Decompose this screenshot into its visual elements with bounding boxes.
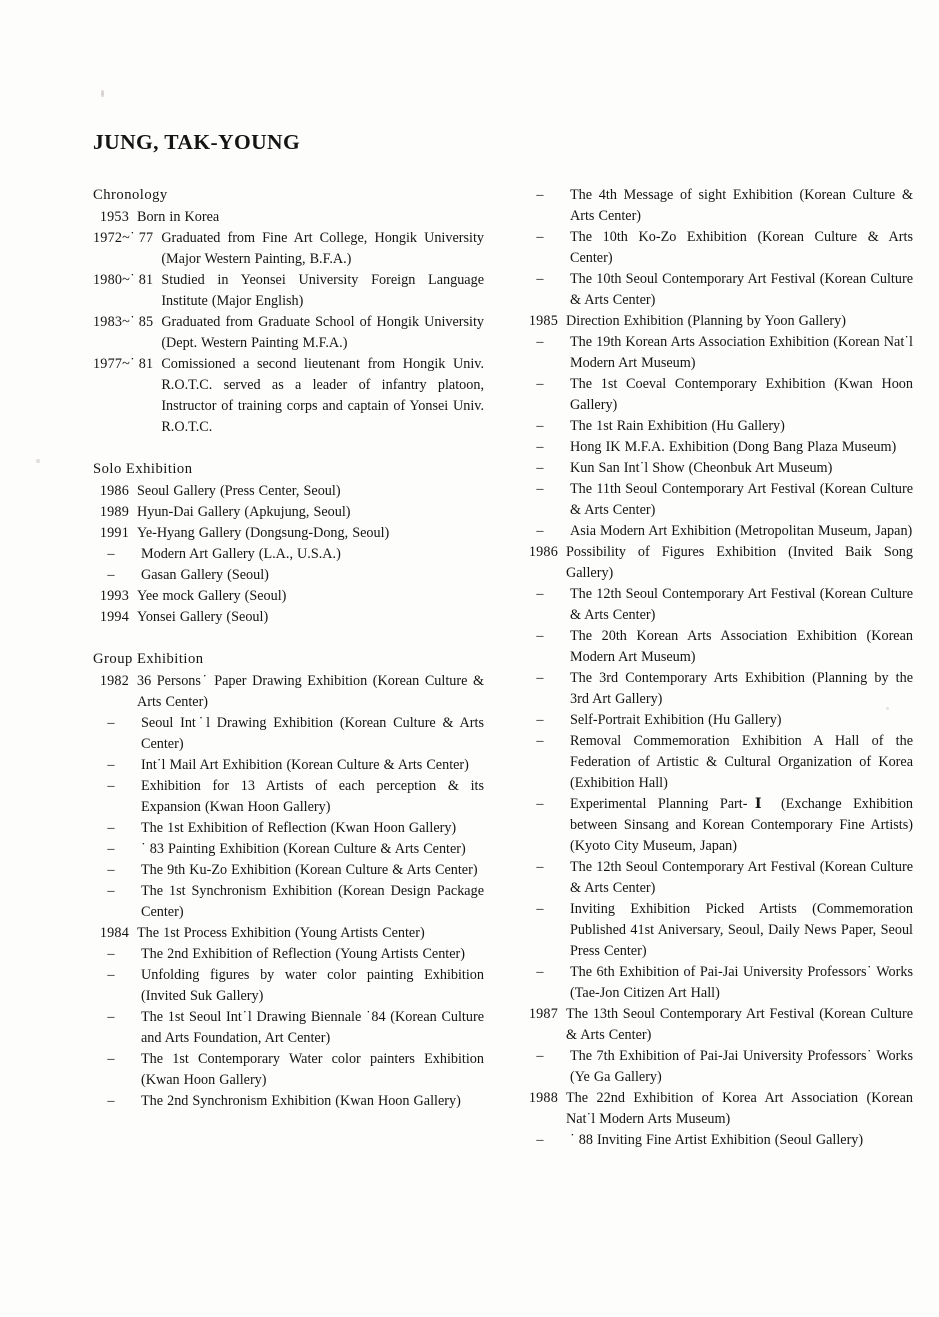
chronology-entry [522, 479, 913, 521]
entry-year-marker: 1984 [99, 925, 129, 941]
entry-text: The 2nd Synchronism Exhibition (Kwan Hoon Gallery) [141, 1093, 461, 1109]
entry-dash-marker: – [107, 567, 115, 583]
chronology-entry [93, 312, 484, 354]
entry-text: 36 Persons˙ Paper Drawing Exhibition (Korean Culture & Arts Center) [137, 673, 484, 710]
chronology-entry [93, 228, 484, 270]
chronology-entry [522, 416, 913, 437]
section-heading: Group Exhibition [93, 651, 204, 667]
entry-dash-marker: – [536, 334, 544, 350]
entry-year-marker: 1987 [528, 1006, 558, 1022]
entry-text: The 1st Rain Exhibition (Hu Gallery) [570, 418, 785, 434]
entry-text: The 1st Exhibition of Reflection (Kwan Hoon Gallery) [141, 820, 457, 836]
entry-dash-marker: – [536, 271, 544, 287]
entry-dash-marker: – [536, 187, 544, 203]
chronology-entry [522, 437, 913, 458]
entry-year-marker: 1994 [99, 609, 129, 625]
entry-year-marker: 1953 [99, 209, 129, 225]
entry-dash-marker: – [107, 1051, 115, 1067]
roman-numeral-one: Ⅰ [747, 796, 770, 812]
entry-year-marker: 1986 [99, 483, 129, 499]
entry-text: Possibility of Figures Exhibition (Invited Baik Song Gallery) [566, 544, 913, 581]
right-column [522, 185, 913, 1151]
chronology-entry [522, 1088, 913, 1130]
entry-text: Int˙l Mail Art Exhibition (Korean Culture & Arts Center) [141, 757, 469, 773]
entry-dash-marker: – [536, 586, 544, 602]
chronology-entry [93, 270, 484, 312]
chronology-entry [93, 481, 484, 502]
entry-text: The 3rd Contemporary Arts Exhibition (Planning by the 3rd Art Gallery) [570, 670, 913, 707]
entry-text: The 4th Message of sight Exhibition (Korean Culture & Arts Center) [570, 187, 913, 224]
entry-text: ˙ 88 Inviting Fine Artist Exhibition (Seoul Gallery) [570, 1132, 864, 1148]
entry-dash-marker: – [107, 820, 115, 836]
chronology-entry [93, 544, 484, 565]
chronology-entry [93, 860, 484, 881]
entry-text: Hong IK M.F.A. Exhibition (Dong Bang Plaza Museum) [570, 439, 897, 455]
entry-text: Ye-Hyang Gallery (Dongsung-Dong, Seoul) [137, 525, 390, 541]
entry-dash-marker: – [536, 523, 544, 539]
chronology-entry [93, 502, 484, 523]
entry-dash-marker: – [536, 733, 544, 749]
scan-speck [101, 90, 104, 97]
entry-text: The 1st Coeval Contemporary Exhibition (Kwan Hoon Gallery) [570, 376, 913, 413]
entry-text: The 1st Synchronism Exhibition (Korean Design Package Center) [141, 883, 484, 920]
entry-dash-marker: – [536, 439, 544, 455]
chronology-entry [522, 332, 913, 374]
entry-dash-marker: – [536, 670, 544, 686]
entry-text: Exhibition for 13 Artists of each perception & its Expansion (Kwan Hoon Gallery) [141, 778, 484, 815]
entry-text: Born in Korea [137, 209, 220, 225]
chronology-entry [522, 962, 913, 1004]
entry-dash-marker: – [107, 967, 115, 983]
chronology-entry [522, 731, 913, 794]
chronology-entry [93, 923, 484, 944]
entry-text: The 7th Exhibition of Pai-Jai University Professors˙ Works (Ye Ga Gallery) [570, 1048, 913, 1085]
entry-dash-marker: – [107, 946, 115, 962]
chronology-entry [522, 374, 913, 416]
chronology-entry [93, 586, 484, 607]
chronology-entry [522, 1004, 913, 1046]
entry-text: Graduated from Graduate School of Hongik University (Dept. Western Painting M.F.A.) [161, 314, 484, 351]
entry-dash-marker: – [536, 859, 544, 875]
chronology-entry [93, 944, 484, 965]
chronology-entry [93, 1091, 484, 1112]
chronology-entry [93, 207, 484, 228]
entry-dash-marker: – [107, 862, 115, 878]
chronology-entry [93, 776, 484, 818]
entry-text: The 20th Korean Arts Association Exhibition (Korean Modern Art Museum) [570, 628, 913, 665]
entry-text: The 19th Korean Arts Association Exhibition (Korean Nat˙l Modern Art Museum) [570, 334, 913, 371]
chronology-entry [93, 818, 484, 839]
entry-year-marker: 1988 [528, 1090, 558, 1106]
entry-dash-marker: – [536, 481, 544, 497]
chronology-entry [93, 671, 484, 713]
chronology-entry [93, 565, 484, 586]
entry-dash-marker: – [536, 712, 544, 728]
entry-dash-marker: – [536, 460, 544, 476]
chronology-entry [522, 269, 913, 311]
chronology-entry [93, 965, 484, 1007]
entry-year-marker: 1986 [528, 544, 558, 560]
entry-dash-marker: – [107, 778, 115, 794]
entry-dash-marker: – [536, 229, 544, 245]
entry-text: Kun San Int˙l Show (Cheonbuk Art Museum) [570, 460, 833, 476]
entry-dash-marker: – [536, 1132, 544, 1148]
chronology-entry [522, 227, 913, 269]
chronology-entry [522, 710, 913, 731]
entry-dash-marker: – [107, 715, 115, 731]
entry-year-marker: 1985 [528, 313, 558, 329]
entry-year-marker: 1993 [99, 588, 129, 604]
chronology-entry [522, 1130, 913, 1151]
entry-text: The 1st Contemporary Water color painters Exhibition (Kwan Hoon Gallery) [141, 1051, 484, 1088]
entry-dash-marker: – [536, 376, 544, 392]
chronology-entry [93, 1007, 484, 1049]
scan-speck [36, 459, 40, 463]
entry-dash-marker: – [536, 418, 544, 434]
entry-year-marker: 1972~˙ 77 [93, 230, 154, 246]
entry-text: The 1st Seoul Int˙l Drawing Biennale ˙84 (Korean Culture and Arts Foundation, Art Center) [141, 1009, 484, 1046]
entry-year-marker: 1991 [99, 525, 129, 541]
entry-text: Asia Modern Art Exhibition (Metropolitan Museum, Japan) [570, 523, 913, 539]
entry-text: Experimental Planning Part-Ⅰ (Exchange Exhibition between Sinsang and Korean Contemporary Fine Artists) (Kyoto City Museum, Japan) [570, 796, 914, 854]
entry-dash-marker: – [536, 796, 544, 812]
entry-dash-marker: – [107, 757, 115, 773]
chronology-entry [93, 881, 484, 923]
chronology-entry [522, 458, 913, 479]
chronology-entry [522, 899, 913, 962]
entry-dash-marker: – [107, 1009, 115, 1025]
entry-text: Seoul Gallery (Press Center, Seoul) [137, 483, 341, 499]
entry-year-marker: 1977~˙ 81 [93, 356, 154, 372]
chronology-entry [93, 523, 484, 544]
section-heading: Chronology [93, 187, 168, 203]
chronology-entry [522, 1046, 913, 1088]
chronology-entry [522, 626, 913, 668]
chronology-entry [522, 668, 913, 710]
chronology-entry [93, 607, 484, 628]
entry-text: The 2nd Exhibition of Reflection (Young Artists Center) [141, 946, 465, 962]
entry-text: The 10th Seoul Contemporary Art Festival (Korean Culture & Arts Center) [570, 271, 913, 308]
entry-year-marker: 1980~˙ 81 [93, 272, 154, 288]
entry-dash-marker: – [107, 1093, 115, 1109]
entry-text: Modern Art Gallery (L.A., U.S.A.) [141, 546, 341, 562]
chronology-entry [93, 354, 484, 438]
chronology-entry [93, 839, 484, 860]
entry-year-marker: 1982 [99, 673, 129, 689]
entry-text: Gasan Gallery (Seoul) [141, 567, 269, 583]
entry-text: The 12th Seoul Contemporary Art Festival (Korean Culture & Arts Center) [570, 859, 913, 896]
chronology-entry [522, 521, 913, 542]
chronology-entry [93, 1049, 484, 1091]
entry-text: The 10th Ko-Zo Exhibition (Korean Culture & Arts Center) [570, 229, 913, 266]
entry-text: The 9th Ku-Zo Exhibition (Korean Culture & Arts Center) [141, 862, 478, 878]
entry-text: Unfolding figures by water color painting Exhibition (Invited Suk Gallery) [141, 967, 484, 1004]
entry-dash-marker: – [107, 883, 115, 899]
entry-text: Hyun-Dai Gallery (Apkujung, Seoul) [137, 504, 351, 520]
entry-year-marker: 1989 [99, 504, 129, 520]
entry-text: The 6th Exhibition of Pai-Jai University Professors˙ Works (Tae-Jon Citizen Art Hall) [570, 964, 913, 1001]
entry-text: Studied in Yeonsei University Foreign Language Institute (Major English) [161, 272, 484, 309]
left-column [93, 185, 484, 1112]
entry-text: The 12th Seoul Contemporary Art Festival (Korean Culture & Arts Center) [570, 586, 913, 623]
entry-dash-marker: – [107, 546, 115, 562]
entry-year-marker: 1983~˙ 85 [93, 314, 154, 330]
entry-text: Yee mock Gallery (Seoul) [137, 588, 287, 604]
chronology-entry [522, 584, 913, 626]
chronology-entry [522, 542, 913, 584]
entry-text: The 13th Seoul Contemporary Art Festival (Korean Culture & Arts Center) [566, 1006, 913, 1043]
chronology-entry [93, 755, 484, 776]
chronology-entry [93, 713, 484, 755]
entry-dash-marker: – [536, 1048, 544, 1064]
entry-text: Graduated from Fine Art College, Hongik University (Major Western Painting, B.F.A.) [161, 230, 484, 267]
entry-text: Direction Exhibition (Planning by Yoon Gallery) [566, 313, 846, 329]
chronology-entry [522, 857, 913, 899]
entry-text: The 22nd Exhibition of Korea Art Association (Korean Nat˙l Modern Arts Museum) [566, 1090, 913, 1127]
entry-dash-marker: – [107, 841, 115, 857]
entry-text: The 11th Seoul Contemporary Art Festival (Korean Culture & Arts Center) [570, 481, 913, 518]
entry-text: Comissioned a second lieutenant from Hongik Univ. R.O.T.C. served as a leader of infantry platoon, Instructor of training corps and captain of Yonsei Univ. R.O.T.C. [161, 356, 484, 435]
entry-text: Inviting Exhibition Picked Artists (Commemoration Published 41st Aniversary, Seoul, Daily News Paper, Seoul Press Center) [570, 901, 913, 959]
entry-text: Yonsei Gallery (Seoul) [137, 609, 269, 625]
entry-text: ˙ 83 Painting Exhibition (Korean Culture & Arts Center) [141, 841, 466, 857]
entry-text: Self-Portrait Exhibition (Hu Gallery) [570, 712, 782, 728]
entry-text: Removal Commemoration Exhibition A Hall of the Federation of Artistic & Cultural Organization of Korea (Exhibition Hall) [570, 733, 913, 791]
section-heading: Solo Exhibition [93, 461, 193, 477]
entry-dash-marker: – [536, 901, 544, 917]
chronology-entry [522, 794, 913, 857]
entry-dash-marker: – [536, 964, 544, 980]
entry-text: The 1st Process Exhibition (Young Artists Center) [137, 925, 425, 941]
chronology-entry [522, 311, 913, 332]
entry-dash-marker: – [536, 628, 544, 644]
page-title: JUNG, TAK-YOUNG [93, 130, 301, 155]
chronology-entry [522, 185, 913, 227]
entry-text: Seoul Int˙l Drawing Exhibition (Korean Culture & Arts Center) [141, 715, 484, 752]
